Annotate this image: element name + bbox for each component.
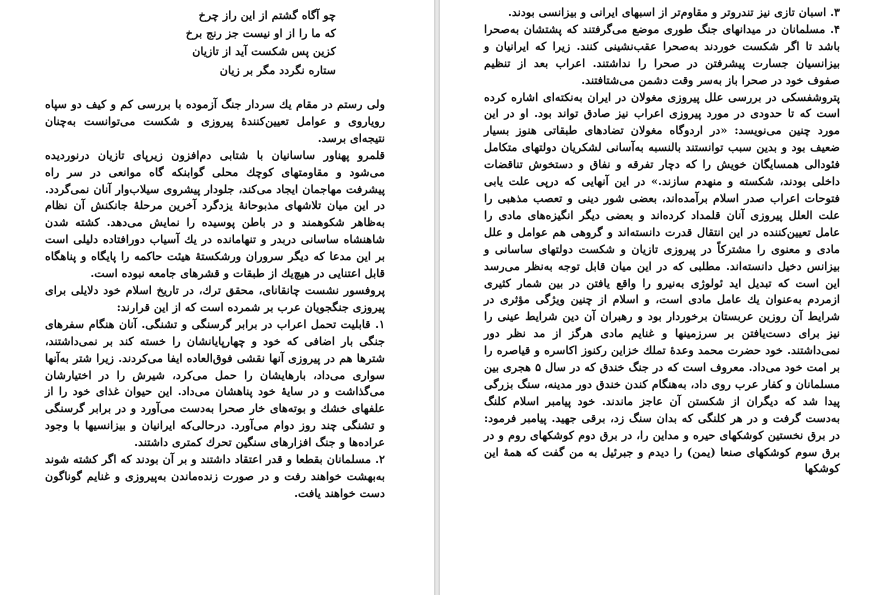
left-page bbox=[0, 0, 434, 595]
poem-line-2: که ما را از او نیست جز رنج برخ bbox=[185, 26, 336, 41]
paragraph-petrushevsky: پتروشفسکی در بررسی علل پیروزی مغولان در ایران به‌نکته‌ای اشاره کرده است که تا حدودی در مورد پیروزی اعراب نیز صادق تواند بود. او در این مورد چنین می‌نویسد: «در اردوگاه مغولان تضادهای طبقاتی هنوز بسیار ضعیف بود و بدین سبب توانستند بالنسبه به‌آسانی لشکریان دولتهای متکامل فئودالی همسایگان خویش را که دچار تفرقه و نفاق و دستخوش تناقضات داخلی بودند، شکسته و منهدم سازند.» در این آنهایی که درپی علت یابی فتوحات اعراب صدر اسلام برآمده‌اند، بعضی شور دینی و تعصب مذهبی را علت العلل پیروزی آنان قلمداد کرده‌اند و بعضی دیگر انگیزه‌های مادی را عامل تعیین‌کننده در این انتقال قدرت دانسته‌اند و گروهی هم عوامل و علل مادی و معنوی را مشترکاً در پیروزی تازیان و شکست دولتهای ساسانی و بیزانس دخیل دانسته‌اند. مطلبی که در این میان قابل توجه به‌نظر می‌رسد این است که تبدیل اید ئولوژی به‌نیرو را واقع یافتن در بین شمار کثیری ازمردم به‌عنوان یك عامل مادی است، و اسلام از چنین ویژگی مؤثری در شرایط آن روزین عربستان برخوردار بود و رهبران آن دین شرایط عینی را نیز برای دست‌یافتن بر سرزمینها و غنایم مادی هرگز از مد نظر دور نمی‌داشتند. خود حضرت محمد وعدهٔ تملك خزاین رکنوز اکاسره و قیاصره را بر امت خود می‌داد. معروف است که در جنگ خندق که در سال ۵ هجری بین مسلمانان و کفار عرب روی داد، به‌هنگام کندن خندق دور مدینه، سنگ بزرگی پیدا شد که دیگران از شکستن آن عاجز ماندند. خود پیامبر اسلام کلنگ به‌دست گرفت و در هر کلنگی که بدان سنگ زد، برقی جهید. پیامبر فرمود: در برق نخستین کوشکهای حیره و مداین را، در برق دوم کوشکهای روم و در برق سوم کوشکهای صنعا (یمن) را دیدم و جبرئیل به من گفت که همهٔ این کوشکها bbox=[484, 89, 840, 476]
paragraph-rostam: ولی رستم در مقام یك سردار جنگ آزموده با بررسی کم و کیف دو سپاه رویاروی و عوامل تعیین‌کنندهٔ پیروزی و شکست می‌توانست به‌چنان نتیجه‌ای برسد. bbox=[45, 97, 385, 145]
paragraph-sasanian-realm: قلمرو پهناور ساسانیان با شتابی دم‌افزون زیرپای تازیان درنوردیده می‌شود و مقاومتهای کوچك محلی گوابنکه گاه موانعی در سر راه پیشرفت مهاجمان ایجاد می‌کند، جلودار پیشروی سیلاب‌وار آنان نمی‌گردد. در این میان تلاشهای مذبوحانهٔ یزدگرد آخرین مرحلهٔ جانکنش آن نظام به‌ظاهر شکوهمند و در باطن پوسیده را نمایش می‌دهد. کشته شدن شاهنشاه ساسانی دربدر و تنهامانده در یك آسیاب دورافتاده دلیلی است بر این مدعا که دیگر سروران ورشکستهٔ هیئت حاکمه را پایگاه و پناهگاه قابل اعتنایی در هیچ‌یك از طبقات و قشرهای جامعه نبوده است. bbox=[45, 147, 385, 281]
paragraph-reason-1: ۱. قابلیت تحمل اعراب در برابر گرسنگی و تشنگی. آنان هنگام سفرهای جنگی بار اضافی که خود و چهارپایانشان را خسته کند بر نمی‌داشتند، شترها هم در پیروزی آنها نقشی فوق‌العاده ایفا می‌کردند. زیرا شتر به‌آنها سواری می‌داد، بارهایشان را حمل می‌کرد، شیرش را در اختیارشان می‌گذاشت و در سایهٔ خود پناهشان می‌داد. این حیوان غذای خود را از علفهای خشك و بوته‌های خار صحرا به‌دست می‌آورد و در برابر گرسنگی و تشنگی چند روز دوام می‌آورد. درحالی‌که ایرانیان و بیزانسیها با وجود عراده‌ها و جنگ افزارهای سنگین تحرك کمتری داشتند. bbox=[45, 316, 385, 450]
poem bbox=[146, 6, 336, 79]
right-page bbox=[440, 0, 872, 595]
poem-line-1: چو آگاه گشتم از این راز چرخ bbox=[198, 8, 336, 22]
poem-line-3: کزین پس شکست آید از تازیان bbox=[192, 44, 336, 59]
paragraph-professor-reasons: پروفسور نشست چانقانای، محقق ترك، در تاریخ اسلام خود دلایلی برای پیروزی جنگجویان عرب بر شمرده است که از این قرارند: bbox=[45, 282, 385, 314]
poem-line-4: ستاره نگردد مگر بر زیان bbox=[219, 62, 336, 77]
paragraph-reason-3: ۳. اسبان تازی نیز تندروتر و مقاوم‌تر از اسبهای ایرانی و بیزانسی بودند. bbox=[508, 5, 840, 19]
left-body-text bbox=[45, 96, 385, 502]
right-body-text bbox=[484, 4, 840, 477]
paragraph-reason-2: ۲. مسلمانان بقطعا و قدر اعتقاد داشتند و بر آن بودند که اگر کشته شوند به‌بهشت خواهند رفت و در صورت زنده‌ماندن به‌پیروزی و غنایم گوناگون دست خواهند یافت. bbox=[45, 452, 385, 500]
paragraph-reason-4: ۴. مسلمانان در میدانهای جنگ طوری موضع می‌گرفتند که پشتشان به‌صحرا باشد تا اگر شکست خوردند به‌صحرا عقب‌نشینی کنند. زیرا که ایرانیان و بیزانسیان جسارت پیشرفتن در صحرا را نداشتند. اعراب بعد از تنظیم صفوف خود در صحرا باز به‌سر وقت دشمن می‌شتافتند. bbox=[484, 21, 840, 87]
